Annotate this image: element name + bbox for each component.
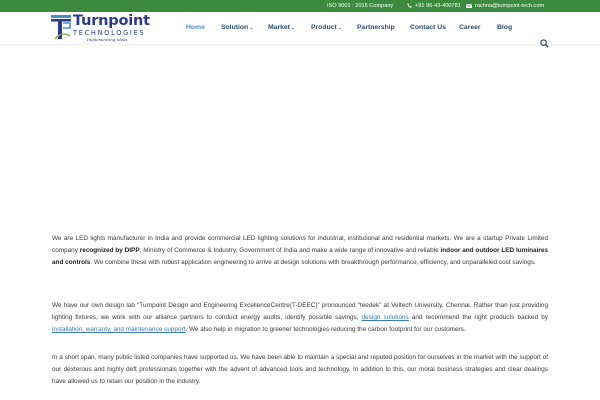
email-address: rachna@turnpoint-tech.com: [475, 3, 545, 9]
envelope-icon: [466, 4, 472, 8]
dipp-recognition: recognized by DIPP: [79, 247, 140, 254]
design-lab-text-1: We have our own design lab “Turnpoint Design and Engineering ExcellenceCentre(T-DEEC)” pronounced “teedek” at Veltech University, Chennai. Rather than just providing lighting fixtures, we work with our alliance partners to conduct energy audits, identify possible savings,: [52, 302, 548, 321]
phone-icon: [407, 3, 412, 8]
intro-text-1: We are LED lights manufacturer in India and provide commercial LED lighting solutions for industrial, institutional and residential markets. We are a startup Private Limited company: [52, 235, 548, 254]
chevron-down-icon: ⌄: [337, 25, 342, 31]
design-lab-text-2: and recommend the right products backed by: [408, 314, 548, 321]
intro-paragraph: [52, 233, 548, 269]
nav-partnership[interactable]: Partnership: [357, 24, 395, 31]
brand-tagline: Implementing Ideas: [87, 37, 128, 42]
product-range-highlight: indoor and outdoor LED luminaires and controls: [52, 247, 548, 266]
intro-text-3: . We combine these with robust application engineering to arrive at design solutions with breakthrough performance, efficiency, and unparalleled cost savings.: [90, 259, 536, 266]
chevron-down-icon: ⌄: [249, 25, 254, 31]
nav-home[interactable]: Home: [186, 24, 205, 31]
nav-product-label: Product: [311, 24, 337, 31]
nav-market[interactable]: [268, 12, 295, 44]
main-navigation: [0, 12, 600, 44]
design-lab-text-3: . We also help in migration to greener technologies reducing the carbon footprint for our customers.: [185, 326, 466, 333]
phone-number: +91 96-43-400781: [415, 3, 461, 9]
brand-name: Turnpoint: [73, 13, 150, 29]
chevron-down-icon: ⌄: [290, 25, 296, 31]
nav-contact-us[interactable]: Contact Us: [410, 24, 446, 31]
nav-solution[interactable]: [221, 12, 253, 44]
phone-contact[interactable]: [407, 0, 461, 12]
brand-subtitle: TECHNOLOGIES: [73, 29, 146, 37]
nav-solution-label: Solution: [221, 24, 249, 31]
design-solutions-link[interactable]: design solutions: [361, 314, 409, 321]
nav-career[interactable]: Career: [459, 24, 481, 31]
design-lab-paragraph: [52, 300, 548, 336]
iso-label: ISO 9001 : 2015 Company: [327, 3, 394, 9]
search-icon[interactable]: [540, 35, 549, 44]
nav-product[interactable]: [311, 12, 342, 44]
company-position-paragraph: In a short span, many public listed companies have supported us. We have been able to maintain a special and reputed position for ourselves in the market with the support of our dexterous and highly deft professionals together with the advent of advanced tools and technology. In addition to this, our moral business strategies and clear dealings have allowed us to retain our position in the industry.: [52, 354, 548, 385]
installation-support-link[interactable]: installation, warranty, and maintenance support: [52, 326, 186, 333]
top-info-bar: [0, 0, 600, 12]
intro-text-2: , Ministry of Commerce & Industry, Government of India and make a wide range of innovative and reliable: [139, 247, 441, 254]
email-contact[interactable]: [466, 0, 544, 12]
nav-blog[interactable]: Blog: [497, 24, 513, 31]
nav-market-label: Market: [268, 24, 290, 31]
